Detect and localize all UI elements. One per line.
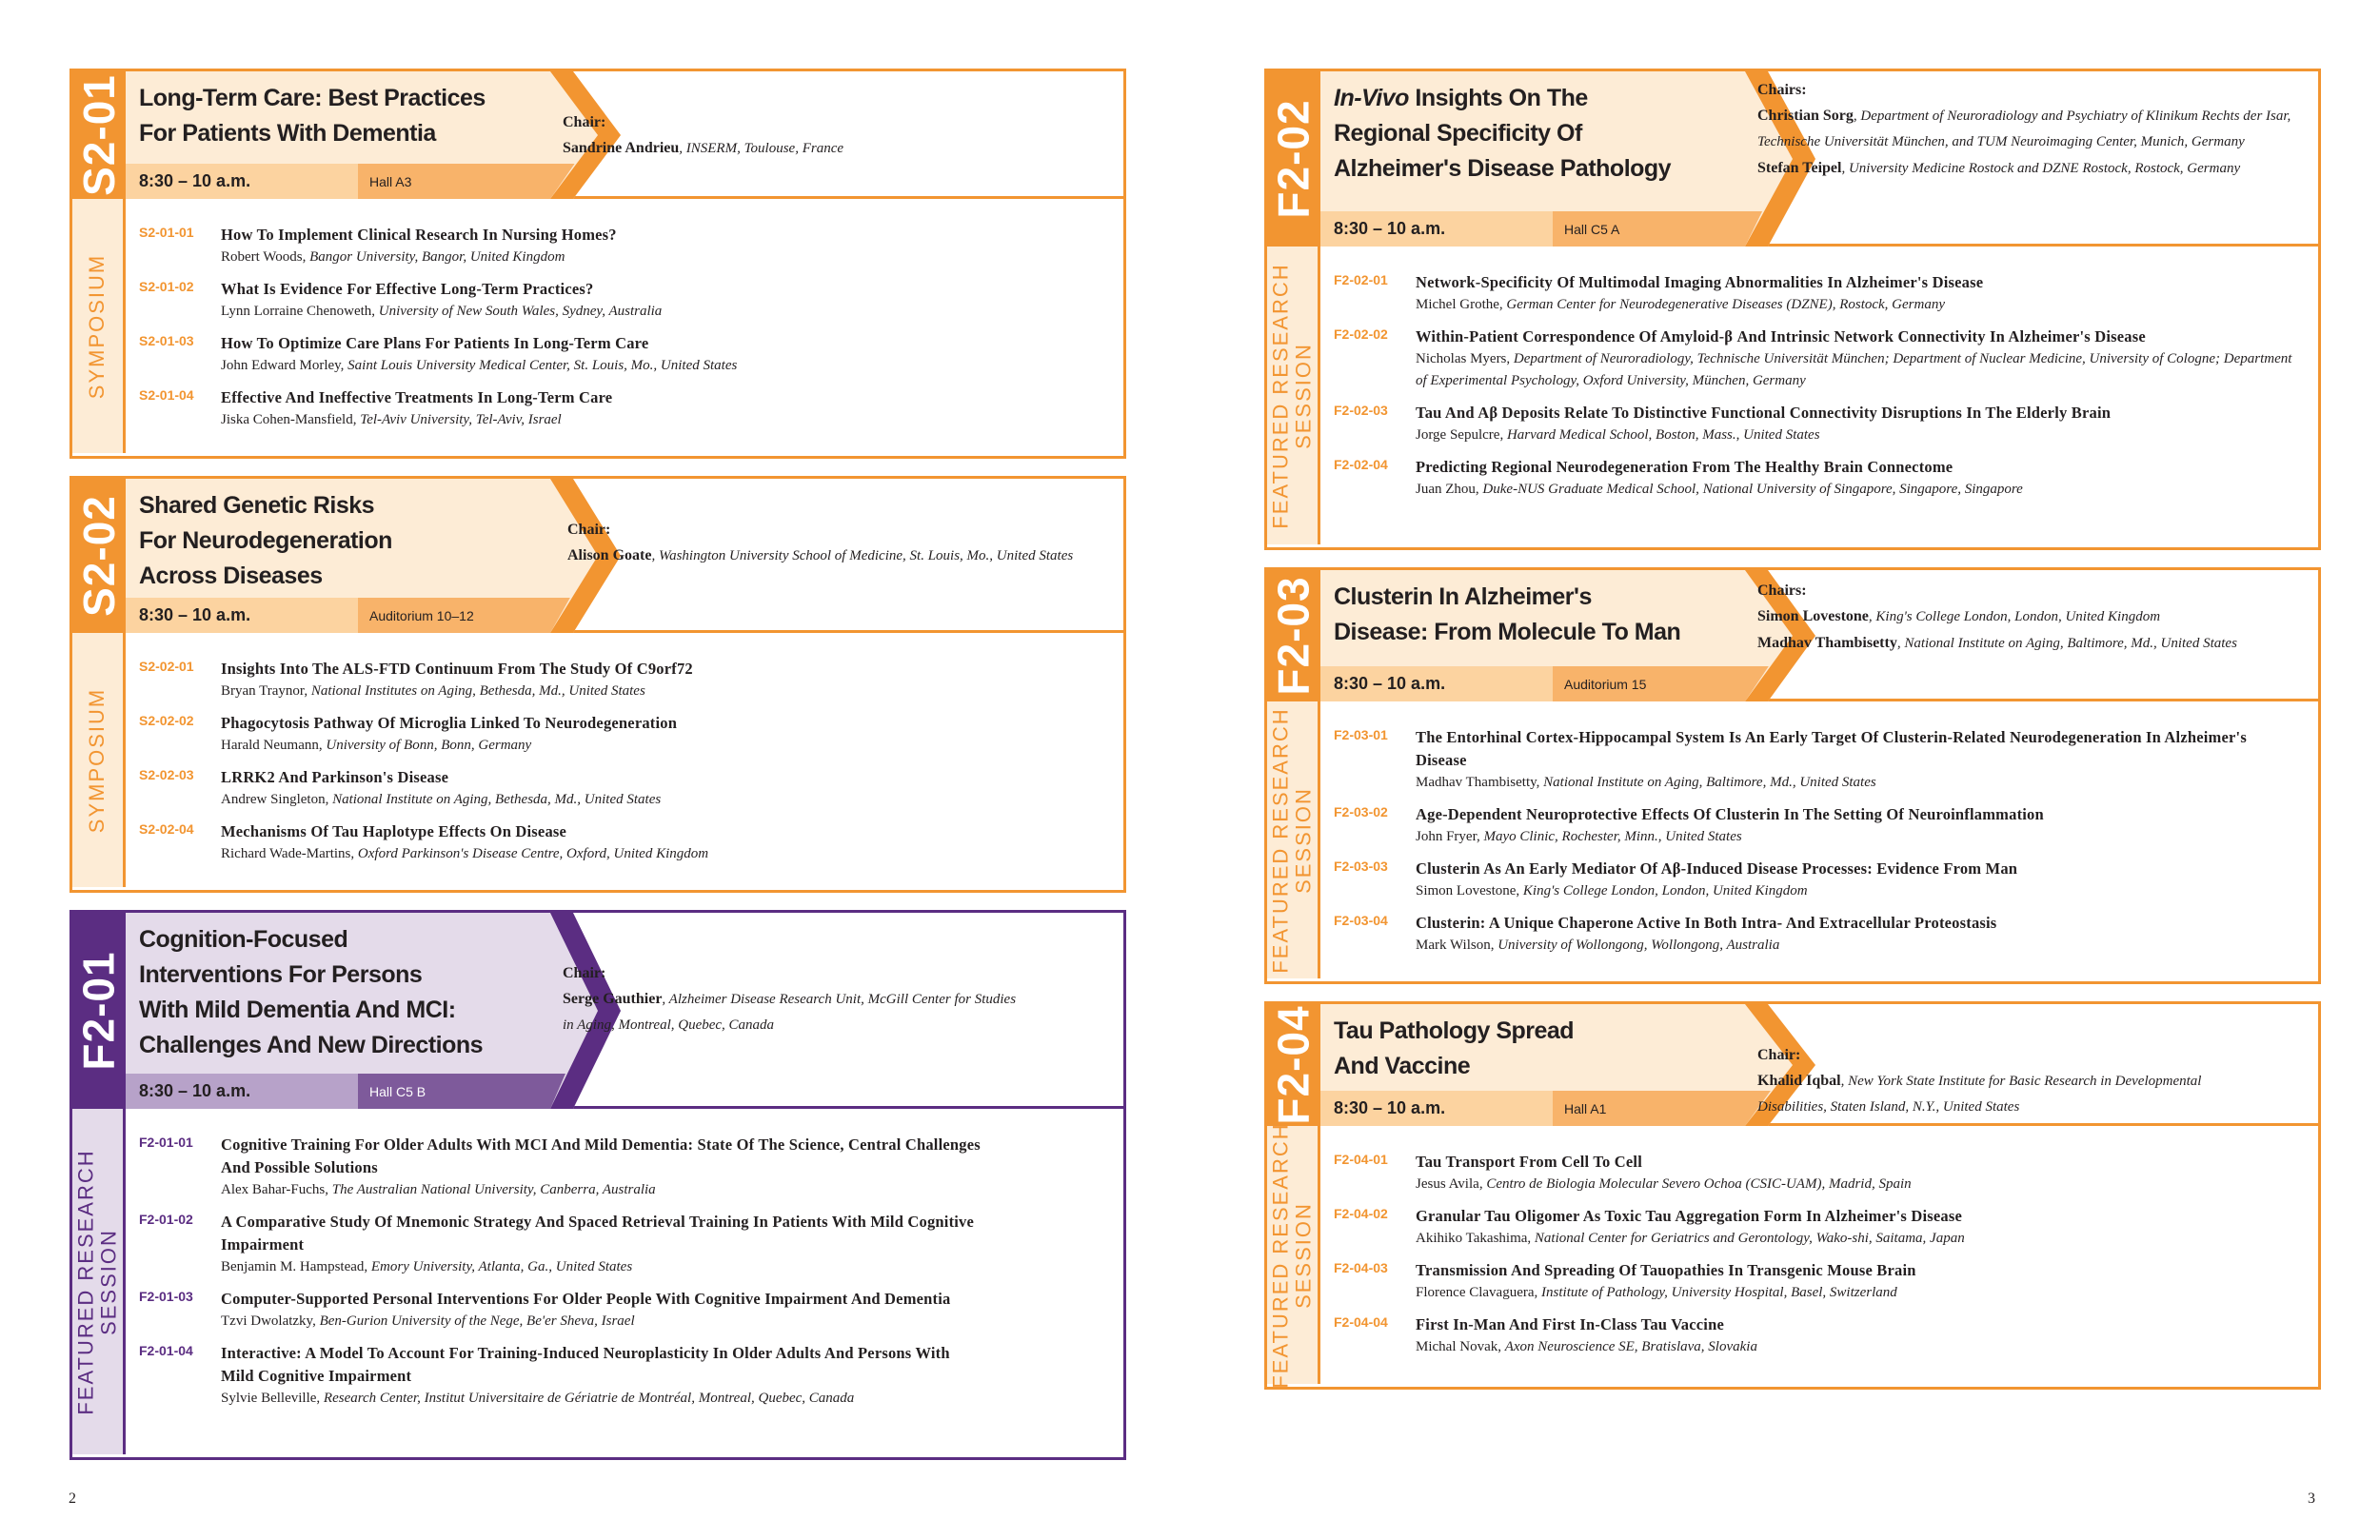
chair-label: Chairs: bbox=[1757, 582, 1807, 599]
session-title-line: For Patients With Dementia bbox=[139, 120, 436, 147]
session-title-line: Clusterin In Alzheimer's bbox=[1334, 583, 1592, 610]
author-affiliation: Harvard Medical School, Boston, Mass., United States bbox=[1506, 427, 1820, 443]
session-code-tab bbox=[72, 479, 126, 633]
page-number-left: 2 bbox=[69, 1491, 76, 1507]
presentation-list bbox=[139, 224, 1104, 441]
presentation-list bbox=[1334, 1151, 2299, 1368]
author-affiliation: National Institute on Aging, Baltimore, Md., United States bbox=[1543, 775, 1876, 790]
presentation-author: Richard Wade-Martins, Oxford Parkinson's Disease Centre, Oxford, United Kingdom bbox=[221, 846, 709, 861]
presentation-item bbox=[1334, 1205, 2299, 1250]
presentation-list bbox=[139, 1134, 981, 1419]
chair-affiliation: , INSERM, Toulouse, France bbox=[679, 141, 844, 156]
session-code: F2-02 bbox=[1269, 99, 1319, 219]
presentation-item bbox=[1334, 402, 2299, 446]
session-block bbox=[1264, 69, 2321, 550]
session-hall: Auditorium 15 bbox=[1564, 677, 1647, 692]
session-type-label: FEATURED RESEARCH SESSION bbox=[73, 1148, 121, 1415]
presentation-author: Florence Clavaguera, Institute of Pathology, University Hospital, Basel, Switzerland bbox=[1416, 1285, 1897, 1300]
author-name: Robert Woods bbox=[221, 249, 303, 265]
presentation-code: F2-03-03 bbox=[1334, 859, 1388, 874]
chair-label: Chairs: bbox=[1757, 82, 1807, 98]
session-header bbox=[1267, 1004, 2318, 1126]
author-name: Michel Grothe bbox=[1416, 297, 1499, 312]
presentation-code: S2-01-01 bbox=[139, 225, 194, 240]
session-title-line: And Vaccine bbox=[1334, 1053, 1471, 1079]
author-affiliation: Department of Neuroradiology, Technische Universität München; Department of Nuclear Medicine, University of Cologne; Department of Experimental Psychology, Oxford University, München, Germany bbox=[1416, 351, 2292, 388]
chair-name: Alison Goate bbox=[567, 547, 652, 563]
presentation-code: S2-02-01 bbox=[139, 659, 194, 674]
presentation-title: Predicting Regional Neurodegeneration From The Healthy Brain Connectome bbox=[1416, 458, 1954, 476]
chair-entry bbox=[563, 986, 1020, 1038]
session-title-line: Disease: From Molecule To Man bbox=[1334, 619, 1681, 645]
author-name: Tzvi Dwolatzky bbox=[221, 1313, 313, 1329]
session-time: 8:30 – 10 a.m. bbox=[139, 171, 251, 190]
session-hall: Hall C5 A bbox=[1564, 222, 1620, 237]
chair-label: Chair: bbox=[567, 522, 611, 538]
author-name: Akihiko Takashima bbox=[1416, 1231, 1528, 1246]
author-name: Madhav Thambisetty bbox=[1416, 775, 1537, 790]
author-name: Benjamin M. Hampstead bbox=[221, 1259, 365, 1274]
session-block bbox=[69, 910, 1126, 1460]
presentation-title: Effective And Ineffective Treatments In Long-Term Care bbox=[221, 388, 613, 406]
session-title-line: Tau Pathology Spread bbox=[1334, 1017, 1575, 1044]
presentation-code: F2-01-02 bbox=[139, 1212, 193, 1227]
session-body bbox=[72, 1109, 1123, 1454]
presentation-code: F2-01-03 bbox=[139, 1289, 193, 1304]
presentation-title: Interactive: A Model To Account For Training-Induced Neuroplasticity In Older Adults And Persons With Mild Cognitive Impairment bbox=[221, 1344, 950, 1385]
presentation-author: John Edward Morley, Saint Louis University Medical Center, St. Louis, Mo., United States bbox=[221, 358, 738, 373]
session-title-line: Cognition-Focused bbox=[139, 926, 348, 953]
author-name: Sylvie Belleville bbox=[221, 1391, 317, 1406]
session-block bbox=[69, 69, 1126, 459]
session-type-sidebar bbox=[72, 199, 126, 453]
presentation-code: S2-02-02 bbox=[139, 713, 194, 728]
presentation-item bbox=[139, 1134, 981, 1201]
chair-name: Khalid Iqbal bbox=[1757, 1073, 1841, 1089]
presentation-author: Juan Zhou, Duke-NUS Graduate Medical School, National University of Singapore, Singapore, Singapore bbox=[1416, 482, 2023, 497]
chair-entry bbox=[563, 135, 1077, 162]
presentation-code: F2-04-04 bbox=[1334, 1314, 1388, 1330]
session-body bbox=[1267, 701, 2318, 978]
chair-affiliation: , University Medicine Rostock and DZNE Rostock, Rostock, Germany bbox=[1841, 161, 2241, 176]
presentation-title: LRRK2 And Parkinson's Disease bbox=[221, 768, 449, 786]
author-name: Bryan Traynor bbox=[221, 683, 305, 699]
presentation-code: F2-02-01 bbox=[1334, 272, 1388, 287]
presentation-title: Tau And Aβ Deposits Relate To Distinctive Functional Connectivity Disruptions In The Elderly Brain bbox=[1416, 404, 2112, 422]
presentation-code: F2-02-03 bbox=[1334, 403, 1388, 418]
presentation-author: Sylvie Belleville, Research Center, Institut Universitaire de Gériatrie de Montréal, Montreal, Quebec, Canada bbox=[221, 1391, 855, 1406]
session-code: S2-01 bbox=[74, 74, 124, 196]
chair-label: Chair: bbox=[1757, 1047, 1801, 1063]
author-affiliation: Axon Neuroscience SE, Bratislava, Slovakia bbox=[1504, 1339, 1757, 1354]
session-title bbox=[139, 488, 392, 594]
session-title-italic: In-Vivo bbox=[1334, 85, 1409, 111]
presentation-list bbox=[1334, 271, 2299, 510]
presentation-title: Clusterin As An Early Mediator Of Aβ-Induced Disease Processes: Evidence From Man bbox=[1416, 859, 2018, 878]
author-affiliation: Tel-Aviv University, Tel-Aviv, Israel bbox=[360, 412, 562, 427]
session-chairs bbox=[567, 517, 1081, 569]
session-title bbox=[139, 81, 486, 151]
chair-name: Stefan Teipel bbox=[1757, 160, 1842, 176]
session-type-sidebar bbox=[72, 1109, 126, 1454]
presentation-title: How To Implement Clinical Research In Nursing Homes? bbox=[221, 226, 617, 244]
presentation-code: F2-01-01 bbox=[139, 1135, 193, 1150]
presentation-code: S2-02-03 bbox=[139, 767, 194, 782]
chair-entry bbox=[1757, 603, 2271, 630]
presentation-title: Transmission And Spreading Of Tauopathies In Transgenic Mouse Brain bbox=[1416, 1261, 1916, 1279]
presentation-code: F2-04-02 bbox=[1334, 1206, 1388, 1221]
presentation-title: Network-Specificity Of Multimodal Imaging Abnormalities In Alzheimer's Disease bbox=[1416, 273, 1984, 291]
session-time: 8:30 – 10 a.m. bbox=[1334, 219, 1446, 238]
presentation-item bbox=[1334, 1313, 2299, 1358]
presentation-author: Mark Wilson, University of Wollongong, Wollongong, Australia bbox=[1416, 938, 1780, 953]
author-name: Alex Bahar-Fuchs bbox=[221, 1182, 326, 1197]
presentation-item bbox=[1334, 803, 2299, 848]
session-chairs bbox=[1757, 578, 2271, 657]
chair-entry bbox=[567, 543, 1081, 569]
presentation-author: Benjamin M. Hampstead, Emory University, Atlanta, Ga., United States bbox=[221, 1259, 633, 1274]
author-name: Nicholas Myers bbox=[1416, 351, 1507, 366]
session-body bbox=[72, 199, 1123, 453]
author-name: Michal Novak bbox=[1416, 1339, 1498, 1354]
session-code: F2-01 bbox=[74, 951, 125, 1071]
session-code-tab bbox=[1267, 1004, 1320, 1126]
presentation-code: F2-02-02 bbox=[1334, 326, 1388, 342]
presentation-author: Robert Woods, Bangor University, Bangor, United Kingdom bbox=[221, 249, 565, 265]
author-name: Simon Lovestone bbox=[1416, 883, 1517, 898]
author-affiliation: King's College London, London, United Kingdom bbox=[1522, 883, 1808, 898]
presentation-author: Bryan Traynor, National Institutes on Aging, Bethesda, Md., United States bbox=[221, 683, 645, 699]
presentation-list bbox=[139, 658, 1104, 875]
session-title bbox=[1334, 1014, 1574, 1084]
session-title-line: Long-Term Care: Best Practices bbox=[139, 85, 486, 111]
presentation-item bbox=[1334, 858, 2299, 902]
presentation-item bbox=[139, 820, 1104, 865]
session-code: F2-03 bbox=[1269, 576, 1319, 696]
presentation-author: Alex Bahar-Fuchs, The Australian National University, Canberra, Australia bbox=[221, 1182, 656, 1197]
presentation-code: F2-04-03 bbox=[1334, 1260, 1388, 1275]
author-affiliation: University of New South Wales, Sydney, Australia bbox=[378, 304, 663, 319]
presentation-author: Michal Novak, Axon Neuroscience SE, Bratislava, Slovakia bbox=[1416, 1339, 1757, 1354]
presentation-code: F2-01-04 bbox=[139, 1343, 193, 1358]
chair-name: Serge Gauthier bbox=[563, 991, 663, 1007]
session-header bbox=[72, 913, 1123, 1109]
session-title bbox=[1334, 580, 1680, 650]
presentation-title: A Comparative Study Of Mnemonic Strategy And Spaced Retrieval Training In Patients With Mild Cognitive Impairment bbox=[221, 1213, 975, 1254]
author-name: Jiska Cohen-Mansfield bbox=[221, 412, 353, 427]
session-title-line: For Neurodegeneration bbox=[139, 527, 392, 554]
session-block bbox=[1264, 1001, 2321, 1390]
author-name: Richard Wade-Martins bbox=[221, 846, 351, 861]
page-number-right: 3 bbox=[2308, 1491, 2315, 1507]
presentation-item bbox=[139, 1342, 981, 1410]
author-name: John Fryer bbox=[1416, 829, 1477, 844]
presentation-item bbox=[1334, 726, 2299, 794]
session-title-line: Alzheimer's Disease Pathology bbox=[1334, 155, 1672, 182]
session-time: 8:30 – 10 a.m. bbox=[139, 1081, 251, 1100]
chair-affiliation: , King's College London, London, United Kingdom bbox=[1868, 609, 2161, 624]
presentation-author: Andrew Singleton, National Institute on Aging, Bethesda, Md., United States bbox=[221, 792, 662, 807]
presentation-code: F2-03-04 bbox=[1334, 913, 1388, 928]
session-code: S2-02 bbox=[74, 495, 124, 617]
session-type-label: FEATURED RESEARCH SESSION bbox=[1268, 1121, 1316, 1389]
author-affiliation: Ben-Gurion University of the Nege, Be'er Sheva, Israel bbox=[319, 1313, 635, 1329]
author-name: Florence Clavaguera bbox=[1416, 1285, 1535, 1300]
session-title-line: Interventions For Persons bbox=[139, 961, 423, 988]
session-hall: Auditorium 10–12 bbox=[369, 608, 474, 623]
session-title-line: Shared Genetic Risks bbox=[139, 492, 375, 519]
presentation-item bbox=[139, 224, 1104, 268]
presentation-title: Within-Patient Correspondence Of Amyloid-β And Intrinsic Network Connectivity In Alzheimer's Disease bbox=[1416, 327, 2146, 346]
session-chairs bbox=[1757, 1042, 2271, 1120]
presentation-title: Granular Tau Oligomer As Toxic Tau Aggregation Form In Alzheimer's Disease bbox=[1416, 1207, 1963, 1225]
session-body bbox=[72, 633, 1123, 887]
author-name: Andrew Singleton bbox=[221, 792, 326, 807]
session-block bbox=[69, 476, 1126, 893]
chair-name: Madhav Thambisetty bbox=[1757, 635, 1897, 651]
session-code-tab bbox=[72, 913, 126, 1109]
presentation-code: S2-01-03 bbox=[139, 333, 194, 348]
author-affiliation: Research Center, Institut Universitaire de Gériatrie de Montréal, Montreal, Quebec, Canada bbox=[323, 1391, 855, 1406]
session-chairs bbox=[1757, 77, 2310, 182]
presentation-item bbox=[139, 712, 1104, 757]
session-title-line: Insights On The bbox=[1408, 85, 1588, 111]
author-affiliation: Centro de Biologia Molecular Severo Ochoa (CSIC-UAM), Madrid, Spain bbox=[1486, 1176, 1912, 1192]
presentation-code: F2-03-01 bbox=[1334, 727, 1388, 742]
presentation-title: The Entorhinal Cortex-Hippocampal System Is An Early Target Of Clusterin-Related Neurodegeneration In Alzheimer's Disease bbox=[1416, 728, 2247, 769]
presentation-title: How To Optimize Care Plans For Patients In Long-Term Care bbox=[221, 334, 649, 352]
presentation-author: Akihiko Takashima, National Center for Geriatrics and Gerontology, Wako-shi, Saitama, Japan bbox=[1416, 1231, 1965, 1246]
author-affiliation: National Institute on Aging, Bethesda, Md., United States bbox=[332, 792, 662, 807]
presentation-author: Lynn Lorraine Chenoweth, University of New South Wales, Sydney, Australia bbox=[221, 304, 663, 319]
presentation-title: Insights Into The ALS-FTD Continuum From The Study Of C9orf72 bbox=[221, 660, 693, 678]
presentation-title: Phagocytosis Pathway Of Microglia Linked To Neurodegeneration bbox=[221, 714, 678, 732]
session-type-label: FEATURED RESEARCH SESSION bbox=[1268, 262, 1316, 529]
session-hall: Hall C5 B bbox=[369, 1084, 426, 1099]
presentation-author: Madhav Thambisetty, National Institute on Aging, Baltimore, Md., United States bbox=[1416, 775, 1876, 790]
author-name: Lynn Lorraine Chenoweth bbox=[221, 304, 372, 319]
chair-label: Chair: bbox=[563, 114, 606, 130]
session-title-line: Challenges And New Directions bbox=[139, 1032, 484, 1058]
session-block bbox=[1264, 567, 2321, 984]
session-hall: Hall A3 bbox=[369, 174, 412, 189]
chair-affiliation: , Alzheimer Disease Research Unit, McGill Center for Studies in Aging, Montreal, Quebec, Canada bbox=[563, 992, 1017, 1033]
chair-entry bbox=[1757, 1068, 2271, 1120]
presentation-item bbox=[139, 1211, 981, 1278]
author-affiliation: Saint Louis University Medical Center, St. Louis, Mo., United States bbox=[347, 358, 738, 373]
presentation-title: Mechanisms Of Tau Haplotype Effects On Disease bbox=[221, 822, 567, 840]
presentation-item bbox=[1334, 912, 2299, 957]
chair-entry bbox=[1757, 630, 2271, 657]
session-code: F2-04 bbox=[1269, 1005, 1319, 1125]
author-name: Juan Zhou bbox=[1416, 482, 1476, 497]
chair-affiliation: , Department of Neuroradiology and Psychiatry of Klinikum Rechts der Isar, Technische Universität München, and TUM Neuroimaging Center, Munich, Germany bbox=[1757, 109, 2291, 149]
author-affiliation: Duke-NUS Graduate Medical School, National University of Singapore, Singapore, Singapore bbox=[1482, 482, 2023, 497]
author-affiliation: German Center for Neurodegenerative Diseases (DZNE), Rostock, Germany bbox=[1506, 297, 1945, 312]
presentation-item bbox=[1334, 1151, 2299, 1195]
presentation-code: S2-01-04 bbox=[139, 387, 194, 403]
chair-name: Christian Sorg bbox=[1757, 108, 1854, 124]
presentation-author: Nicholas Myers, Department of Neuroradiology, Technische Universität München; Department of Nuclear Medicine, University of Cologne; Department of Experimental Psychology, Oxford University, München, Germany bbox=[1416, 351, 2292, 388]
session-header bbox=[1267, 71, 2318, 247]
author-affiliation: The Australian National University, Canberra, Australia bbox=[331, 1182, 656, 1197]
author-name: Mark Wilson bbox=[1416, 938, 1491, 953]
session-header bbox=[72, 71, 1123, 199]
presentation-item bbox=[1334, 271, 2299, 316]
author-name: Jorge Sepulcre bbox=[1416, 427, 1500, 443]
author-affiliation: Oxford Parkinson's Disease Centre, Oxford, United Kingdom bbox=[357, 846, 709, 861]
presentation-title: What Is Evidence For Effective Long-Term Practices? bbox=[221, 280, 594, 298]
chair-label: Chair: bbox=[563, 965, 606, 981]
presentation-code: S2-01-02 bbox=[139, 279, 194, 294]
session-hall: Hall A1 bbox=[1564, 1101, 1607, 1116]
session-type-label: FEATURED RESEARCH SESSION bbox=[1268, 706, 1316, 974]
chair-name: Simon Lovestone bbox=[1757, 608, 1869, 624]
session-type-sidebar bbox=[72, 633, 126, 887]
author-affiliation: National Institutes on Aging, Bethesda, Md., United States bbox=[310, 683, 645, 699]
session-body bbox=[1267, 247, 2318, 544]
presentation-title: Tau Transport From Cell To Cell bbox=[1416, 1153, 1642, 1171]
chair-affiliation: , New York State Institute for Basic Research in Developmental Disabilities, Staten Island, N.Y., United States bbox=[1757, 1074, 2202, 1115]
session-time: 8:30 – 10 a.m. bbox=[1334, 674, 1446, 693]
presentation-item bbox=[1334, 1259, 2299, 1304]
presentation-title: First In-Man And First In-Class Tau Vaccine bbox=[1416, 1315, 1724, 1333]
author-affiliation: Bangor University, Bangor, United Kingdom bbox=[309, 249, 565, 265]
author-name: Harald Neumann bbox=[221, 738, 319, 753]
chair-affiliation: , National Institute on Aging, Baltimore, Md., United States bbox=[1896, 636, 2237, 651]
author-affiliation: Institute of Pathology, University Hospital, Basel, Switzerland bbox=[1541, 1285, 1897, 1300]
author-affiliation: Emory University, Atlanta, Ga., United States bbox=[370, 1259, 633, 1274]
author-affiliation: Mayo Clinic, Rochester, Minn., United States bbox=[1483, 829, 1742, 844]
presentation-title: Age-Dependent Neuroprotective Effects Of Clusterin In The Setting Of Neuroinflammation bbox=[1416, 805, 2044, 823]
session-title bbox=[1334, 81, 1671, 187]
session-type-sidebar bbox=[1267, 1121, 1320, 1389]
author-affiliation: University of Bonn, Bonn, Germany bbox=[326, 738, 532, 753]
presentation-author: Michel Grothe, German Center for Neurodegenerative Diseases (DZNE), Rostock, Germany bbox=[1416, 297, 1945, 312]
author-name: John Edward Morley bbox=[221, 358, 341, 373]
session-type-label: SYMPOSIUM bbox=[85, 253, 109, 399]
author-affiliation: University of Wollongong, Wollongong, Australia bbox=[1497, 938, 1780, 953]
session-code-tab bbox=[1267, 570, 1320, 701]
presentation-author: Simon Lovestone, King's College London, London, United Kingdom bbox=[1416, 883, 1808, 898]
presentation-title: Clusterin: A Unique Chaperone Active In Both Intra- And Extracellular Proteostasis bbox=[1416, 914, 1997, 932]
presentation-author: John Fryer, Mayo Clinic, Rochester, Minn., United States bbox=[1416, 829, 1742, 844]
presentation-item bbox=[139, 658, 1104, 702]
presentation-author: Jiska Cohen-Mansfield, Tel-Aviv University, Tel-Aviv, Israel bbox=[221, 412, 562, 427]
presentation-item bbox=[1334, 456, 2299, 501]
session-chairs bbox=[563, 960, 1020, 1038]
session-type-sidebar bbox=[1267, 701, 1320, 978]
presentation-author: Jorge Sepulcre, Harvard Medical School, Boston, Mass., United States bbox=[1416, 427, 1820, 443]
presentation-author: Jesus Avila, Centro de Biologia Molecular Severo Ochoa (CSIC-UAM), Madrid, Spain bbox=[1416, 1176, 1912, 1192]
session-header bbox=[72, 479, 1123, 633]
presentation-item bbox=[1334, 326, 2299, 392]
presentation-title: Computer-Supported Personal Interventions For Older People With Cognitive Impairment And Dementia bbox=[221, 1290, 951, 1308]
session-title-line: Regional Specificity Of bbox=[1334, 120, 1582, 147]
session-time: 8:30 – 10 a.m. bbox=[139, 605, 251, 624]
presentation-author: Tzvi Dwolatzky, Ben-Gurion University of the Nege, Be'er Sheva, Israel bbox=[221, 1313, 635, 1329]
presentation-item bbox=[139, 332, 1104, 377]
session-time: 8:30 – 10 a.m. bbox=[1334, 1098, 1446, 1117]
chair-entry bbox=[1757, 103, 2310, 155]
presentation-code: F2-03-02 bbox=[1334, 804, 1388, 819]
chair-entry bbox=[1757, 155, 2310, 182]
presentation-item bbox=[139, 766, 1104, 811]
chair-name: Sandrine Andrieu bbox=[563, 140, 680, 156]
session-type-label: SYMPOSIUM bbox=[85, 687, 109, 833]
chair-affiliation: , Washington University School of Medicine, St. Louis, Mo., United States bbox=[651, 548, 1074, 563]
presentation-item bbox=[139, 278, 1104, 323]
presentation-item bbox=[139, 1288, 981, 1333]
session-code-tab bbox=[72, 71, 126, 199]
session-type-sidebar bbox=[1267, 247, 1320, 544]
presentation-code: F2-02-04 bbox=[1334, 457, 1388, 472]
session-body bbox=[1267, 1121, 2318, 1389]
presentation-author: Harald Neumann, University of Bonn, Bonn, Germany bbox=[221, 738, 532, 753]
presentation-item bbox=[139, 386, 1104, 431]
session-title-line: With Mild Dementia And MCI: bbox=[139, 997, 456, 1023]
presentation-title: Cognitive Training For Older Adults With MCI And Mild Dementia: State Of The Science, Central Challenges And Possible Solutions bbox=[221, 1135, 981, 1176]
session-code-tab bbox=[1267, 71, 1320, 247]
session-chairs bbox=[563, 109, 1077, 162]
session-header bbox=[1267, 570, 2318, 701]
presentation-code: F2-04-01 bbox=[1334, 1152, 1388, 1167]
presentation-list bbox=[1334, 726, 2299, 966]
session-title bbox=[139, 922, 483, 1063]
presentation-code: S2-02-04 bbox=[139, 821, 194, 837]
author-name: Jesus Avila bbox=[1416, 1176, 1479, 1192]
author-affiliation: National Center for Geriatrics and Gerontology, Wako-shi, Saitama, Japan bbox=[1534, 1231, 1965, 1246]
session-title-line: Across Diseases bbox=[139, 563, 323, 589]
